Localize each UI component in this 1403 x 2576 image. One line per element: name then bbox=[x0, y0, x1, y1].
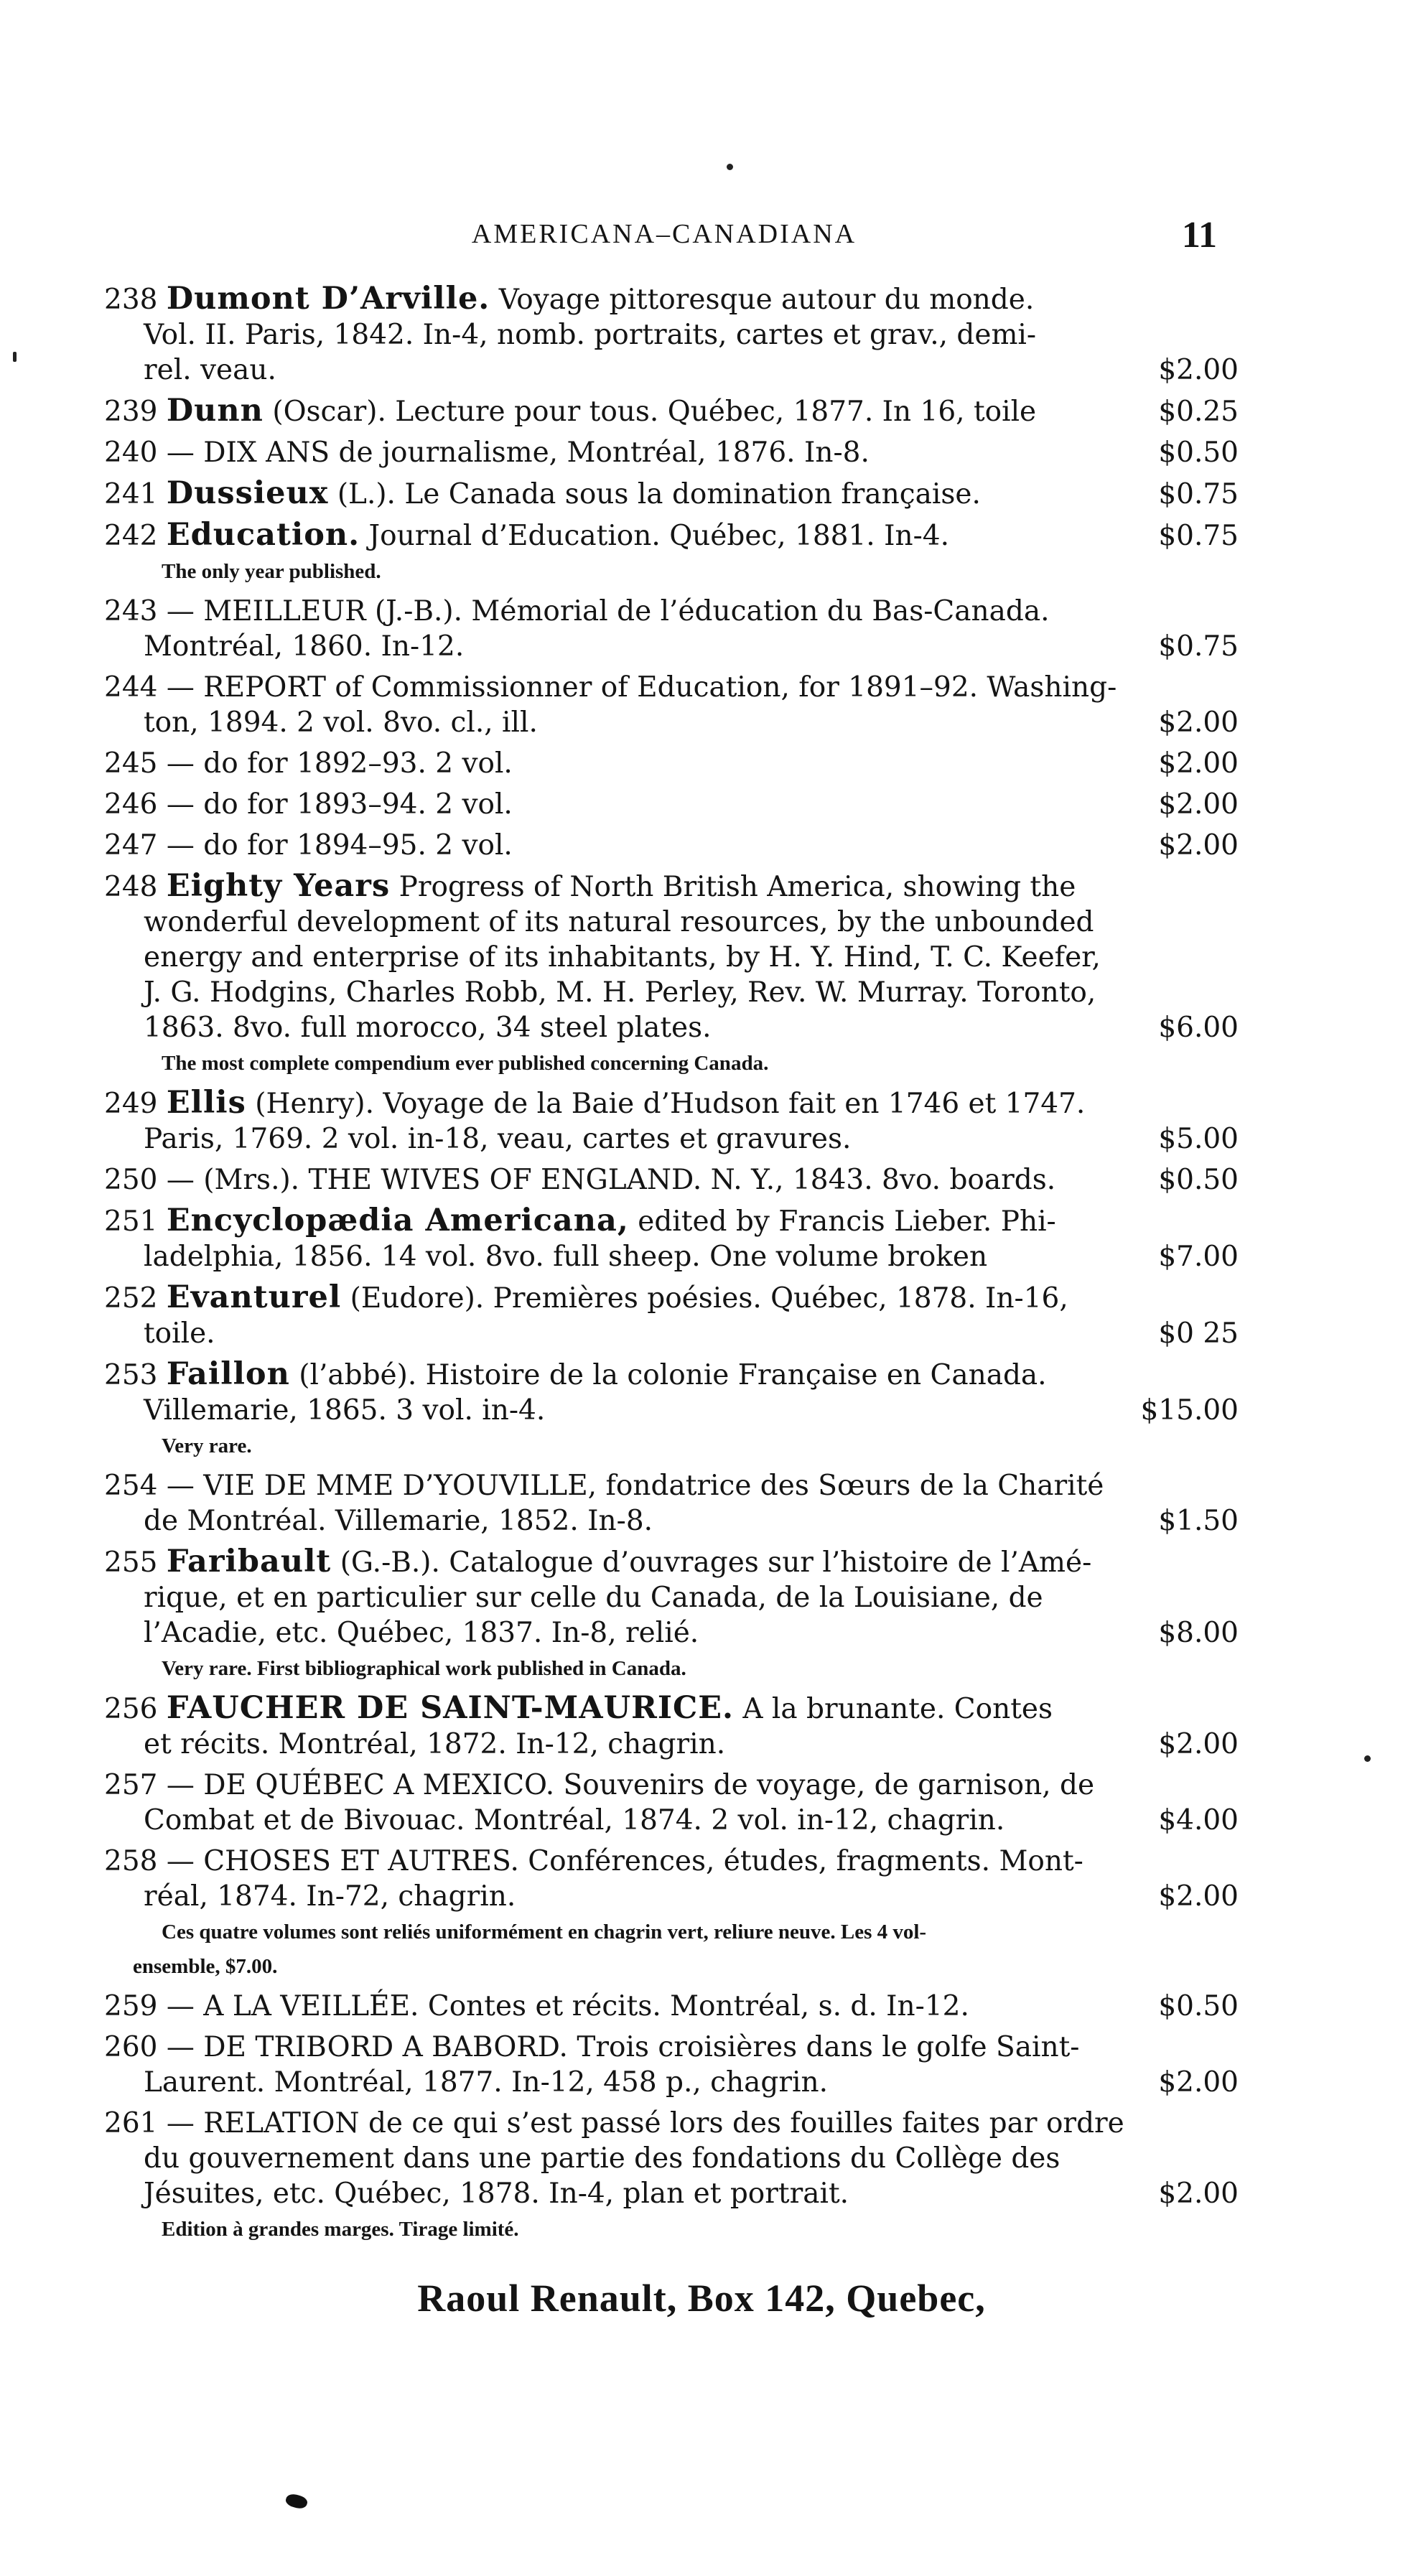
ditto-dash: — bbox=[166, 1470, 195, 1502]
entry-text: do for 1893–94. 2 vol. bbox=[203, 788, 513, 821]
entry-text: DE QUÉBEC A MEXICO. Souvenirs de voyage, de garnison, de bbox=[203, 1769, 1095, 1801]
lot-number: 249 bbox=[104, 1088, 158, 1120]
lot-number: 256 bbox=[104, 1693, 158, 1725]
ink-blot bbox=[284, 2492, 309, 2511]
price: $1.50 bbox=[1152, 1503, 1239, 1539]
catalogue-entry bbox=[104, 670, 1239, 740]
entry-text: (l’abbé). Histoire de la colonie Française en Canada. bbox=[299, 1359, 1047, 1391]
author-heading: Education. bbox=[166, 518, 360, 553]
price: $0.50 bbox=[1152, 1989, 1239, 2024]
entry-first-line bbox=[104, 1280, 1239, 1316]
entry-text: et récits. Montréal, 1872. In-12, chagrin. bbox=[144, 1728, 726, 1760]
author-heading: Dussieux bbox=[166, 476, 329, 511]
ditto-dash: — bbox=[166, 671, 195, 704]
lot-number: 240 bbox=[104, 437, 158, 469]
entry-first-line bbox=[104, 1989, 1239, 2024]
price: $6.00 bbox=[1152, 1010, 1239, 1045]
lot-number: 247 bbox=[104, 829, 158, 862]
entry-text: (G.-B.). Catalogue d’ouvrages sur l’histoire de l’Amé- bbox=[340, 1546, 1092, 1579]
entry-continuation-line bbox=[104, 1393, 1239, 1428]
entry-first-line bbox=[104, 435, 1239, 470]
running-head: AMERICANA–CANADIANA bbox=[471, 219, 857, 249]
entry-text: DIX ANS de journalisme, Montréal, 1876. In-8. bbox=[203, 437, 870, 469]
entry-first-line bbox=[104, 869, 1239, 905]
entry-note: The only year published. bbox=[162, 560, 381, 583]
lot-number: 238 bbox=[104, 284, 158, 316]
entry-text: A la brunante. Contes bbox=[742, 1693, 1053, 1725]
ditto-dash: — bbox=[166, 1845, 195, 1877]
catalogue-entry bbox=[104, 1203, 1239, 1274]
entry-text: RELATION de ce qui s’est passé lors des fouilles faites par ordre bbox=[203, 2107, 1124, 2139]
catalogue-entry bbox=[104, 281, 1239, 388]
catalogue-entry bbox=[104, 476, 1239, 512]
author-heading: Eighty Years bbox=[166, 869, 391, 904]
entry-text: rique, et en particulier sur celle du Canada, de la Louisiane, de bbox=[144, 1582, 1043, 1614]
ditto-dash: — bbox=[166, 1769, 195, 1801]
lot-number: 258 bbox=[104, 1845, 158, 1877]
catalogue-entry bbox=[104, 1086, 1239, 1157]
entry-first-line bbox=[104, 1203, 1239, 1239]
entry-continuation-line bbox=[104, 1615, 1239, 1651]
print-speck bbox=[727, 164, 733, 170]
price: $2.00 bbox=[1152, 2176, 1239, 2211]
catalogue-entry bbox=[104, 435, 1239, 470]
entry-text: do for 1894–95. 2 vol. bbox=[203, 829, 513, 862]
ditto-dash: — bbox=[166, 2031, 195, 2063]
ditto-dash: — bbox=[166, 829, 195, 862]
entry-note: The most complete compendium ever published concerning Canada. bbox=[162, 1052, 769, 1075]
lot-number: 241 bbox=[104, 478, 158, 510]
entry-first-line bbox=[104, 281, 1239, 317]
entry-text: Villemarie, 1865. 3 vol. in-4. bbox=[144, 1394, 546, 1427]
catalogue-entry bbox=[104, 2106, 1239, 2211]
entry-text: Combat et de Bivouac. Montréal, 1874. 2 vol. in-12, chagrin. bbox=[144, 1804, 1005, 1837]
catalogue-entry bbox=[104, 1768, 1239, 1838]
entry-first-line bbox=[104, 393, 1239, 429]
entry-text: ton, 1894. 2 vol. 8vo. cl., ill. bbox=[144, 706, 538, 739]
lot-number: 246 bbox=[104, 788, 158, 821]
entry-first-line bbox=[104, 518, 1239, 554]
entry-first-line bbox=[104, 828, 1239, 863]
entry-text: du gouvernement dans une partie des fondations du Collège des bbox=[144, 2142, 1061, 2175]
catalogue-entry bbox=[104, 1691, 1239, 1762]
entry-first-line bbox=[104, 1544, 1239, 1580]
price: $2.00 bbox=[1152, 353, 1239, 388]
price: $0.50 bbox=[1152, 435, 1239, 470]
entry-text: DE TRIBORD A BABORD. Trois croisières dans le golfe Saint- bbox=[203, 2031, 1080, 2063]
lot-number: 242 bbox=[104, 520, 158, 552]
entry-text: de Montréal. Villemarie, 1852. In-8. bbox=[144, 1505, 653, 1537]
entry-text: (L.). Le Canada sous la domination française. bbox=[337, 478, 981, 510]
catalogue-entry bbox=[104, 1280, 1239, 1351]
entry-text: (Henry). Voyage de la Baie d’Hudson fait en 1746 et 1747. bbox=[255, 1088, 1086, 1120]
entry-note: Edition à grandes marges. Tirage limité. bbox=[162, 2218, 519, 2241]
price: $2.00 bbox=[1152, 2065, 1239, 2100]
entry-continuation-line bbox=[104, 1503, 1239, 1539]
entry-first-line bbox=[104, 594, 1239, 629]
entry-continuation-line bbox=[104, 317, 1239, 353]
entry-continuation-line bbox=[104, 905, 1239, 940]
entry-first-line bbox=[104, 1468, 1239, 1503]
catalogue-entry bbox=[104, 1468, 1239, 1539]
entry-text: l’Acadie, etc. Québec, 1837. In-8, relié. bbox=[144, 1617, 699, 1649]
author-heading: FAUCHER DE SAINT-MAURICE. bbox=[166, 1691, 734, 1726]
lot-number: 261 bbox=[104, 2107, 158, 2139]
entry-text: edited by Francis Lieber. Phi- bbox=[638, 1205, 1056, 1238]
price: $2.00 bbox=[1152, 1879, 1239, 1914]
print-speck bbox=[13, 352, 17, 362]
entry-continuation-line bbox=[104, 1010, 1239, 1045]
entry-first-line bbox=[104, 476, 1239, 512]
price: $0.75 bbox=[1152, 477, 1239, 512]
entry-continuation-line bbox=[104, 940, 1239, 975]
entry-text: CHOSES ET AUTRES. Conférences, études, fragments. Mont- bbox=[203, 1845, 1083, 1877]
catalogue-entry bbox=[104, 1357, 1239, 1428]
entry-text: (Mrs.). THE WIVES OF ENGLAND. N. Y., 1843. 8vo. boards. bbox=[203, 1164, 1056, 1196]
price: $2.00 bbox=[1152, 828, 1239, 863]
entry-text: MEILLEUR (J.-B.). Mémorial de l’éducation du Bas-Canada. bbox=[203, 595, 1050, 627]
catalogue-entry bbox=[104, 518, 1239, 554]
price: $2.00 bbox=[1152, 746, 1239, 781]
entry-text: (Eudore). Premières poésies. Québec, 1878. In-16, bbox=[350, 1282, 1068, 1315]
entry-note: Very rare. bbox=[162, 1434, 252, 1457]
entry-text: (Oscar). Lecture pour tous. Québec, 1877. In 16, toile bbox=[272, 396, 1037, 428]
lot-number: 244 bbox=[104, 671, 158, 704]
entry-text: Voyage pittoresque autour du monde. bbox=[498, 284, 1035, 316]
entry-first-line bbox=[104, 787, 1239, 822]
entry-text: Paris, 1769. 2 vol. in-18, veau, cartes et gravures. bbox=[144, 1123, 852, 1155]
page-header bbox=[104, 214, 1224, 264]
entry-text: VIE DE MME D’YOUVILLE, fondatrice des Sœurs de la Charité bbox=[203, 1470, 1104, 1502]
ditto-dash: — bbox=[166, 747, 195, 780]
price: $0.75 bbox=[1152, 518, 1239, 554]
bookseller-imprint: Raoul Renault, Box 142, Quebec, bbox=[417, 2277, 986, 2320]
catalogue-entry bbox=[104, 1989, 1239, 2024]
author-heading: Dunn bbox=[166, 393, 264, 429]
catalogue-entry bbox=[104, 869, 1239, 1045]
catalogue-entry bbox=[104, 1844, 1239, 1914]
lot-number: 239 bbox=[104, 396, 158, 428]
entry-first-line bbox=[104, 2106, 1239, 2141]
entry-first-line bbox=[104, 1844, 1239, 1879]
entry-continuation-line bbox=[104, 1316, 1239, 1351]
ditto-dash: — bbox=[166, 2107, 195, 2139]
catalogue-entry bbox=[104, 1544, 1239, 1651]
lot-number: 243 bbox=[104, 595, 158, 627]
entry-first-line bbox=[104, 1086, 1239, 1121]
price: $0.25 bbox=[1152, 394, 1239, 429]
print-speck bbox=[1364, 1755, 1371, 1762]
catalogue-entry bbox=[104, 2030, 1239, 2100]
entry-first-line bbox=[104, 746, 1239, 781]
author-heading: Dumont D’Arville. bbox=[166, 281, 490, 317]
lot-number: 259 bbox=[104, 1990, 158, 2022]
entry-continuation-line bbox=[104, 975, 1239, 1010]
catalogue-entry bbox=[104, 746, 1239, 781]
entry-continuation-line bbox=[104, 353, 1239, 388]
entry-first-line bbox=[104, 1691, 1239, 1727]
price: $0.75 bbox=[1152, 629, 1239, 664]
price: $4.00 bbox=[1152, 1803, 1239, 1838]
entry-text: toile. bbox=[144, 1317, 215, 1350]
catalogue-entry bbox=[104, 828, 1239, 863]
entry-text: Vol. II. Paris, 1842. In-4, nomb. portraits, cartes et grav., demi- bbox=[144, 319, 1037, 351]
ditto-dash: — bbox=[166, 595, 195, 627]
price: $0.50 bbox=[1152, 1162, 1239, 1198]
entry-first-line bbox=[104, 1768, 1239, 1803]
price: $2.00 bbox=[1152, 787, 1239, 822]
entry-continuation-line bbox=[104, 1580, 1239, 1615]
page-number: 11 bbox=[1181, 215, 1217, 256]
entry-continuation-line bbox=[104, 2141, 1239, 2176]
entry-text: réal, 1874. In-72, chagrin. bbox=[144, 1880, 516, 1913]
entry-continuation-line bbox=[104, 1239, 1239, 1274]
ditto-dash: — bbox=[166, 1990, 195, 2022]
price: $5.00 bbox=[1152, 1121, 1239, 1157]
lot-number: 257 bbox=[104, 1769, 158, 1801]
entry-text: A LA VEILLÉE. Contes et récits. Montréal, s. d. In-12. bbox=[203, 1990, 969, 2022]
catalogue-entry bbox=[104, 787, 1239, 822]
price: $8.00 bbox=[1152, 1615, 1239, 1651]
lot-number: 254 bbox=[104, 1470, 158, 1502]
entry-first-line bbox=[104, 2030, 1239, 2065]
entry-first-line bbox=[104, 670, 1239, 705]
lot-number: 252 bbox=[104, 1282, 158, 1315]
entry-continuation-line bbox=[104, 1879, 1239, 1914]
entry-note: ensemble, $7.00. bbox=[133, 1955, 278, 1978]
lot-number: 253 bbox=[104, 1359, 158, 1391]
entry-text: Montréal, 1860. In-12. bbox=[144, 630, 465, 663]
entry-continuation-line bbox=[104, 2176, 1239, 2211]
author-heading: Faribault bbox=[166, 1544, 332, 1579]
catalogue-entry bbox=[104, 1162, 1239, 1198]
entry-text: J. G. Hodgins, Charles Robb, M. H. Perley, Rev. W. Murray. Toronto, bbox=[144, 976, 1096, 1009]
entry-text: rel. veau. bbox=[144, 354, 276, 386]
entry-text: Laurent. Montréal, 1877. In-12, 458 p., chagrin. bbox=[144, 2066, 828, 2099]
entry-continuation-line bbox=[104, 629, 1239, 664]
catalogue-entry bbox=[104, 594, 1239, 664]
entry-continuation-line bbox=[104, 1803, 1239, 1838]
entry-continuation-line bbox=[104, 1121, 1239, 1157]
entry-first-line bbox=[104, 1162, 1239, 1198]
author-heading: Ellis bbox=[166, 1086, 246, 1121]
entry-note: Ces quatre volumes sont reliés uniformément en chagrin vert, reliure neuve. Les 4 vol- bbox=[162, 1921, 927, 1943]
lot-number: 248 bbox=[104, 871, 158, 903]
author-heading: Evanturel bbox=[166, 1280, 342, 1315]
entry-text: REPORT of Commissionner of Education, for 1891–92. Washing- bbox=[203, 671, 1117, 704]
entry-continuation-line bbox=[104, 1727, 1239, 1762]
entry-text: do for 1892–93. 2 vol. bbox=[203, 747, 513, 780]
entry-text: 1863. 8vo. full morocco, 34 steel plates. bbox=[144, 1012, 712, 1044]
entry-note: Very rare. First bibliographical work published in Canada. bbox=[162, 1657, 686, 1680]
lot-number: 245 bbox=[104, 747, 158, 780]
price: $0 25 bbox=[1152, 1316, 1239, 1351]
entry-text: Jésuites, etc. Québec, 1878. In-4, plan et portrait. bbox=[144, 2178, 849, 2210]
price: $2.00 bbox=[1152, 705, 1239, 740]
entry-text: Progress of North British America, showing the bbox=[398, 871, 1076, 903]
ditto-dash: — bbox=[166, 1164, 195, 1196]
entry-text: wonderful development of its natural resources, by the unbounded bbox=[144, 906, 1094, 938]
lot-number: 255 bbox=[104, 1546, 158, 1579]
ditto-dash: — bbox=[166, 437, 195, 469]
entry-text: ladelphia, 1856. 14 vol. 8vo. full sheep. One volume broken bbox=[144, 1241, 988, 1273]
ditto-dash: — bbox=[166, 788, 195, 821]
author-heading: Faillon bbox=[166, 1357, 290, 1392]
author-heading: Encyclopædia Americana, bbox=[166, 1203, 629, 1238]
entry-text: Journal d’Education. Québec, 1881. In-4. bbox=[368, 520, 950, 552]
price: $7.00 bbox=[1152, 1239, 1239, 1274]
entry-continuation-line bbox=[104, 705, 1239, 740]
lot-number: 251 bbox=[104, 1205, 158, 1238]
entry-first-line bbox=[104, 1357, 1239, 1393]
entry-continuation-line bbox=[104, 2065, 1239, 2100]
price: $2.00 bbox=[1152, 1727, 1239, 1762]
lot-number: 250 bbox=[104, 1164, 158, 1196]
lot-number: 260 bbox=[104, 2031, 158, 2063]
catalogue-listing bbox=[104, 281, 1239, 2251]
entry-text: energy and enterprise of its inhabitants, by H. Y. Hind, T. C. Keefer, bbox=[144, 941, 1101, 974]
price: $15.00 bbox=[1135, 1393, 1239, 1428]
catalogue-entry bbox=[104, 393, 1239, 429]
